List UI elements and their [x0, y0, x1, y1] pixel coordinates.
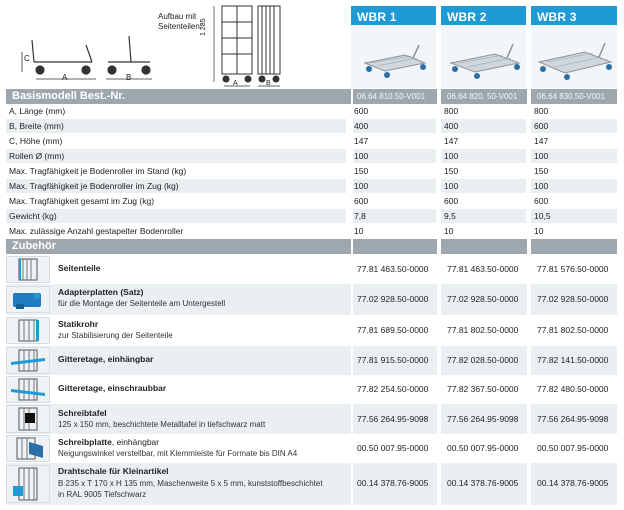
spec-value: 400 — [441, 119, 526, 133]
accessory-number: 77.82 141.50-0000 — [537, 355, 609, 365]
spec-value: 600 — [351, 104, 436, 118]
spec-value: 800 — [531, 104, 617, 118]
spec-value: 800 — [441, 104, 526, 118]
spec-value: 150 — [531, 164, 617, 178]
spec-label: Gewicht (kg) — [6, 209, 346, 223]
accessory-name: Gitteretage, einschraubbar — [58, 383, 167, 393]
accessory-row — [6, 434, 617, 463]
spec-row — [6, 224, 617, 238]
spec-value: 600 — [351, 194, 436, 208]
spec-value: 7,8 — [351, 209, 436, 223]
spec-value: 10 — [441, 224, 526, 238]
accessory-number: 77.56 264.95-9098 — [537, 414, 609, 424]
spec-row — [6, 209, 617, 223]
static-tube-icon — [6, 317, 50, 344]
spec-value: 100 — [531, 149, 617, 163]
accessory-name: Drahtschale für Kleinartikel — [58, 466, 169, 476]
dim-a-label-2: A — [233, 80, 238, 87]
spec-label: Max. Tragfähigkeit je Bodenroller im Zug (kg) — [6, 179, 346, 193]
product-image-2 — [441, 25, 526, 88]
accessory-number: 00.50 007.95-0000 — [447, 443, 519, 453]
spec-label: C, Höhe (mm) — [6, 134, 346, 148]
column-separator — [527, 89, 531, 505]
spec-value: 147 — [531, 134, 617, 148]
spec-label: Rollen Ø (mm) — [6, 149, 346, 163]
spec-row — [6, 149, 617, 163]
accessory-name — [58, 437, 159, 447]
aufbau-label: Aufbau mit Seitenteilen: — [158, 12, 203, 31]
column-separator — [437, 89, 441, 505]
accessory-description: zur Stabilisierung der Seitenteile — [58, 331, 173, 340]
dim-c-label: C — [24, 54, 30, 63]
dolly-photo-icon — [441, 25, 526, 88]
accessory-row — [6, 404, 617, 434]
spec-value: 600 — [531, 194, 617, 208]
accessory-name: Adapterplatten (Satz) — [58, 287, 144, 297]
accessory-name: Schreibtafel — [58, 408, 107, 418]
spec-label: Max. Tragfähigkeit gesamt im Zug (kg) — [6, 194, 346, 208]
accessory-row — [6, 284, 617, 315]
accessory-name: Gitteretage, einhängbar — [58, 354, 154, 364]
spec-table — [6, 104, 617, 239]
accessory-description: 125 x 150 mm, beschichtete Metalltafel in tiefschwarz matt — [58, 420, 266, 429]
accessory-number: 77.81 802.50-0000 — [447, 325, 519, 335]
base-model-number-3: 06.64 830.50-V001 — [537, 92, 606, 101]
model-header-2: WBR 2 — [441, 6, 526, 25]
wire-tray-icon — [6, 465, 50, 503]
spec-value: 150 — [351, 164, 436, 178]
product-image-3 — [531, 25, 617, 88]
accessory-number: 77.56 264.95-9098 — [357, 414, 429, 424]
accessory-row — [6, 463, 617, 505]
accessory-row — [6, 255, 617, 284]
accessory-name: Statikrohr — [58, 319, 99, 329]
spec-value: 100 — [441, 149, 526, 163]
dim-1285-label: 1 285 — [200, 18, 207, 36]
accessory-number: 00.14 378.76-9005 — [357, 478, 429, 488]
model-header-1: WBR 1 — [351, 6, 436, 25]
accessory-number: 00.14 378.76-9005 — [537, 478, 609, 488]
accessory-number: 77.81 576.50-0000 — [537, 264, 609, 274]
spec-label: A, Länge (mm) — [6, 104, 346, 118]
spec-value: 147 — [441, 134, 526, 148]
spec-value: 100 — [351, 179, 436, 193]
accessory-row — [6, 375, 617, 404]
model-header-3: WBR 3 — [531, 6, 617, 25]
accessory-row — [6, 346, 617, 375]
dim-a-label: A — [62, 73, 68, 82]
spec-value: 600 — [531, 119, 617, 133]
spec-value: 10 — [351, 224, 436, 238]
side-panel-cart-drawing — [214, 6, 280, 86]
accessory-name-suffix: , einhängbar — [111, 437, 160, 447]
base-model-band — [6, 89, 617, 104]
spec-row — [6, 119, 617, 133]
accessory-number: 77.82 367.50-0000 — [447, 384, 519, 394]
accessory-description: Neigungswinkel verstellbar, mit Klemmleiste für Formate bis DIN A4 — [58, 449, 298, 458]
accessory-number: 77.81 689.50-0000 — [357, 325, 429, 335]
dolly-photo-icon — [351, 25, 436, 88]
spec-value: 100 — [531, 179, 617, 193]
dimension-diagram — [0, 0, 350, 90]
accessory-number: 77.81 463.50-0000 — [357, 264, 429, 274]
spec-row — [6, 194, 617, 208]
accessory-name: Seitenteile — [58, 263, 101, 273]
dim-b-label: B — [126, 73, 132, 82]
dim-b-label-2: B — [266, 80, 271, 87]
hanging-grid-shelf-icon — [6, 347, 50, 374]
spec-value: 100 — [441, 179, 526, 193]
accessory-number: 00.14 378.76-9005 — [447, 478, 519, 488]
spec-value: 9,5 — [441, 209, 526, 223]
accessory-number: 77.02 928.50-0000 — [537, 294, 609, 304]
spec-value: 10 — [531, 224, 617, 238]
screw-grid-shelf-icon — [6, 376, 50, 403]
base-model-title: Basismodell Best.-Nr. — [12, 90, 126, 102]
spec-row — [6, 179, 617, 193]
spec-value: 400 — [351, 119, 436, 133]
spec-value: 600 — [441, 194, 526, 208]
accessory-number: 00.50 007.95-0000 — [357, 443, 429, 453]
accessory-number: 77.02 928.50-0000 — [357, 294, 429, 304]
spec-value: 147 — [351, 134, 436, 148]
writing-board-icon — [6, 405, 50, 433]
accessory-number: 77.82 480.50-0000 — [537, 384, 609, 394]
accessory-description: für die Montage der Seitenteile am Untergestell — [58, 299, 226, 308]
spec-value: 10,5 — [531, 209, 617, 223]
base-model-number-1: 06.64 810.50-V001 — [357, 92, 426, 101]
accessory-number: 77.81 802.50-0000 — [537, 325, 609, 335]
accessories-band — [6, 239, 617, 254]
accessory-number: 77.82 028.50-0000 — [447, 355, 519, 365]
spec-row — [6, 134, 617, 148]
spec-label: Max. zulässige Anzahl gestapelter Bodenroller — [6, 224, 346, 238]
accessory-number: 77.82 254.50-0000 — [357, 384, 429, 394]
spec-value: 150 — [441, 164, 526, 178]
accessory-number: 00.50 007.95-0000 — [537, 443, 609, 453]
spec-label: Max. Tragfähigkeit je Bodenroller im Stand (kg) — [6, 164, 346, 178]
accessory-name-bold: Schreibplatte — [58, 437, 112, 447]
spec-row — [6, 104, 617, 118]
spec-row — [6, 164, 617, 178]
accessory-number: 77.81 463.50-0000 — [447, 264, 519, 274]
accessory-number: 77.81 915.50-0000 — [357, 355, 429, 365]
adapter-plate-icon — [6, 286, 50, 313]
accessory-number: 77.56 264.95-9098 — [447, 414, 519, 424]
side-view-drawing — [22, 40, 96, 79]
accessory-description: B 235 x T 170 x H 135 mm, Maschenweite 5 x 5 mm, kunststoffbeschichtet in RAL 9005 Tiefschwarz — [58, 479, 323, 499]
base-model-number-2: 06.64 820. 50-V001 — [447, 92, 518, 101]
spec-label: B, Breite (mm) — [6, 119, 346, 133]
writing-plate-icon — [6, 435, 50, 462]
accessory-number: 77.02 928.50-0000 — [447, 294, 519, 304]
column-separator — [351, 89, 353, 505]
dolly-photo-icon — [531, 25, 617, 88]
accessory-row — [6, 315, 617, 346]
product-image-1 — [351, 25, 436, 88]
accessories-title: Zubehör — [12, 240, 56, 252]
side-panel-icon — [6, 256, 50, 283]
spec-value: 100 — [351, 149, 436, 163]
